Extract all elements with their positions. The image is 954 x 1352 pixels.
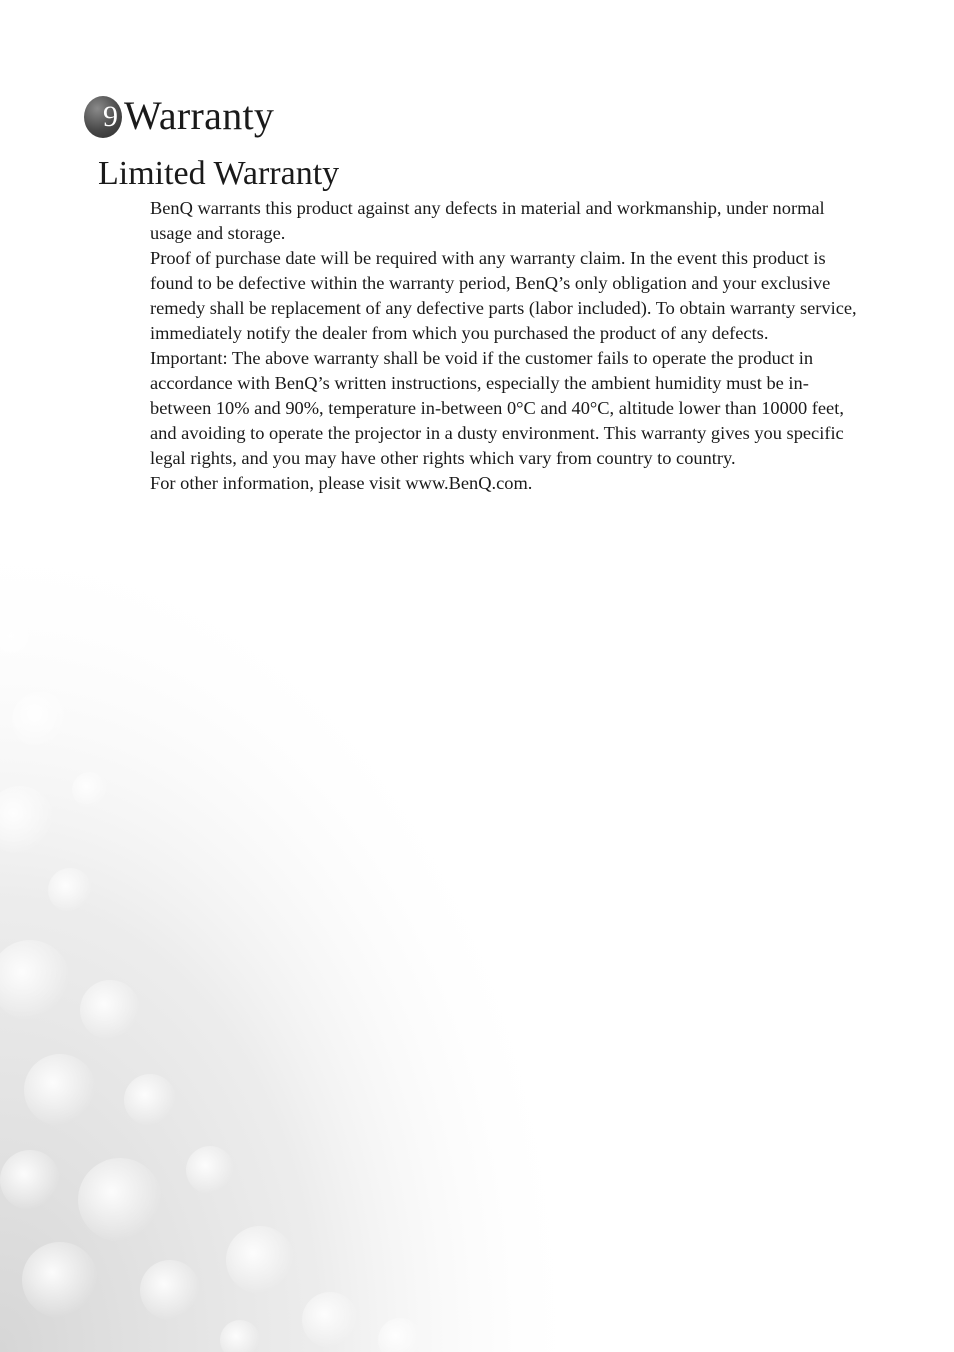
paragraph-proof-of-purchase: Proof of purchase date will be required with any warranty claim. In the event this product is found to be defective within the warranty period, BenQ’s only obligation and your exclusive remedy shall be replacement of any defective parts (labor included). To obtain warranty service, immediately notify the dealer from which you purchased the product of any defects. bbox=[150, 248, 857, 343]
chapter-header bbox=[84, 90, 274, 140]
paragraph-coverage: BenQ warrants this product against any defects in material and workmanship, under normal usage and storage. bbox=[150, 198, 825, 243]
paragraph-other-information: For other information, please visit www.BenQ.com. bbox=[150, 473, 533, 493]
bubble-background-decoration bbox=[0, 560, 560, 1352]
paragraph-important-conditions: Important: The above warranty shall be void if the customer fails to operate the product in accordance with BenQ’s written instructions, especially the ambient humidity must be in-between 10% and 90%, temperature in-between 0°C and 40°C, altitude lower than 10000 feet, and avoiding to operate the projector in a dusty environment. This warranty gives you specific legal rights, and you may have other rights which vary from country to country. bbox=[150, 348, 844, 468]
section-title: Limited Warranty bbox=[98, 155, 340, 192]
chapter-number-badge: 9 bbox=[84, 96, 122, 138]
chapter-title: Warranty bbox=[124, 92, 275, 138]
warranty-body bbox=[150, 196, 862, 496]
